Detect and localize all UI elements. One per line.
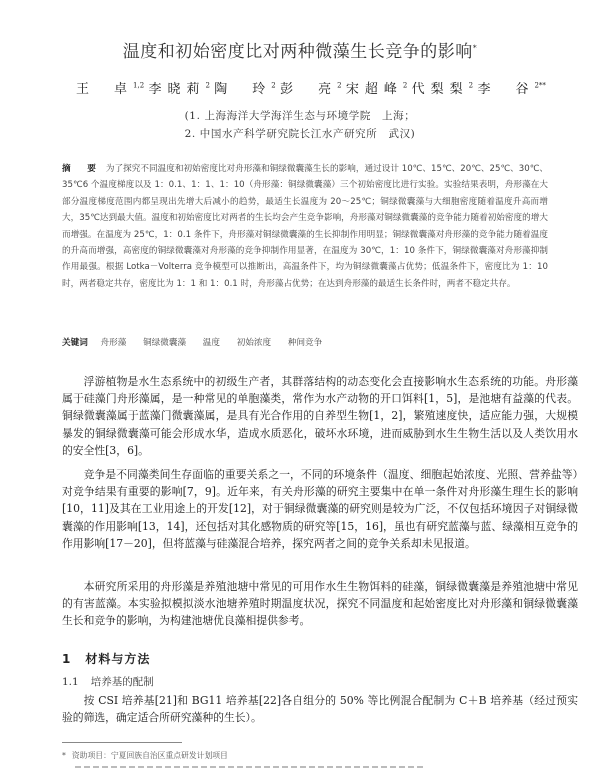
intro-paragraph-1: 浮游植物是水生态系统中的初级生产者，其群落结构的动态变化会直接影响水生态系统的功能。舟形藻属于硅藻门舟形藻属，是一种常见的单胞藻类，常作为水产动物的开口饵料[1，5]，是池塘有益藻的代表。铜绿微囊藻属于蓝藻门微囊藻属，是具有光合作用的自养型生物[1，2]，繁殖速度快，适应能力强，大规模暴发的铜绿微囊藻可能会形成水华，造成水质恶化，破坏水环境，进而威胁到水生生物生活以及人类饮用水的安全性[3，6]。 [62,375,578,457]
section-title: 材料与方法 [85,652,151,666]
methods-paragraph: 按 CSI 培养基[21]和 BG11 培养基[22]各自组分的 50% 等比例混合配制为 C＋B 培养基（经过预实验的筛选，确定适合所研究藻种的生长）。 [62,694,578,725]
abstract-text: 为了探究不同温度和初始密度比对舟形藻和铜绿微囊藻生长的影响，通过设计 10℃、15℃、20℃、25℃、30℃、35℃6 个温度梯度以及 1：0.1、1：1、1：10（舟形藻：铜绿微囊藻）三个初始密度比进行实验。实验结果表明，舟形藻在大部分温度梯度范围内都呈现出先增大后减小的趋势，最适生长温度为 20～25℃；铜绿微囊藻与大细胞密度随着温度升高而增大，35℃达到最大值。温度和初始密度比对两者的生长均会产生竞争影响，舟形藻对铜绿微囊藻的竞争能力随着初始密度的增大而增强。在温度为 25℃，1：0.1 条件下，舟形藻对铜绿微囊藻的生长抑制作用明显；铜绿微囊藻对舟形藻的竞争能力随着温度的升高而增强，高密度的铜绿微囊藻对舟形藻的竞争抑制作用显著，在温度为 30℃，1：10 条件下，铜绿微囊藻对舟形藻抑制作用最强。根据 Lotka－Volterra 竞争模型可以推断出，高温条件下，均为铜绿微囊藻占优势；低温条件下，密度比为 1：10 时，两者稳定共存，密度比为 1：1 和 1：0.1 时，舟形藻占优势；在达到舟形藻的最适生长条件时，两者不稳定共存。 [62,164,548,289]
intro-paragraph-3: 本研究所采用的舟形藻是养殖池塘中常见的可用作水生生物饵料的硅藻，铜绿微囊藻是养殖池塘中常见的有害蓝藻。本实验拟模拟淡水池塘养殖时期温度状况，探究不同温度和起始密度比对舟形藻和铜绿微囊藻生长和竞争的影响，为构建池塘优良藻相提供参考。 [62,580,578,628]
abstract-label: 摘 要 [62,164,100,174]
intro-paragraph-2: 竞争是不同藻类间生存面临的重要关系之一，不同的环境条件（温度、细胞起始浓度、光照、营养盐等）对竞争结果有重要的影响[7，9]。近年来，有关舟形藻的研究主要集中在单一条件对舟形藻生理生长的影响[10，11]及其在工业用途上的开发[12]，对于铜绿微囊藻的研究则是较为广泛，不仅包括环境因子对铜绿微囊藻的作用影响[13，14]，还包括对其化感物质的研究等[15，16]，虽也有研究蓝藻与蓝、绿藻相互竞争的作用影响[17－20]，但将蓝藻与硅藻混合培养，探究两者之间的竞争关系却未见报道。 [62,468,578,550]
subsection-number: 1.1 [62,676,79,688]
footnote-divider [62,742,182,743]
keywords [62,336,548,348]
author: 宋超峰$^2$ [345,81,408,97]
footnote-text: 资助项目：宁夏回族自治区重点研发计划项目 [71,751,228,760]
section-heading-1 [62,650,150,667]
author: 代梨梨$^2$ [411,81,474,97]
author: 李 谷$^{2**}$ [477,81,546,97]
title-footnote-mark: * [472,43,478,53]
author: 陶 玲$^2$ [214,81,276,97]
author: 王 卓$^{1,2}$ [76,81,145,97]
cropped-footnote-line [75,764,425,769]
keyword: 初始浓度 [236,338,272,348]
affiliation-2: 2. 中国水产科学研究院长江水产研究所 武汉) [184,128,416,140]
paper-title [0,37,600,62]
keyword: 舟形藻 [100,338,127,348]
subsection-heading-1-1 [62,674,154,689]
subsection-title: 培养基的配制 [90,676,154,688]
author: 彭 亮$^2$ [280,81,342,97]
keywords-label: 关键词 [62,338,88,348]
title-text: 温度和初始密度比对两种微藻生长竞争的影响 [122,42,473,62]
footnote [62,750,228,761]
author-list [76,78,546,97]
keyword: 温度 [202,338,220,348]
keyword: 铜绿微囊藻 [143,338,187,348]
keyword: 种间竞争 [287,338,323,348]
section-number: 1 [62,652,72,666]
affiliation-1: (1. 上海海洋大学海洋生态与环境学院 上海； [184,110,416,122]
abstract [62,161,548,292]
footnote-mark: * [62,751,66,760]
author: 李晓莉$^2$ [148,81,210,97]
